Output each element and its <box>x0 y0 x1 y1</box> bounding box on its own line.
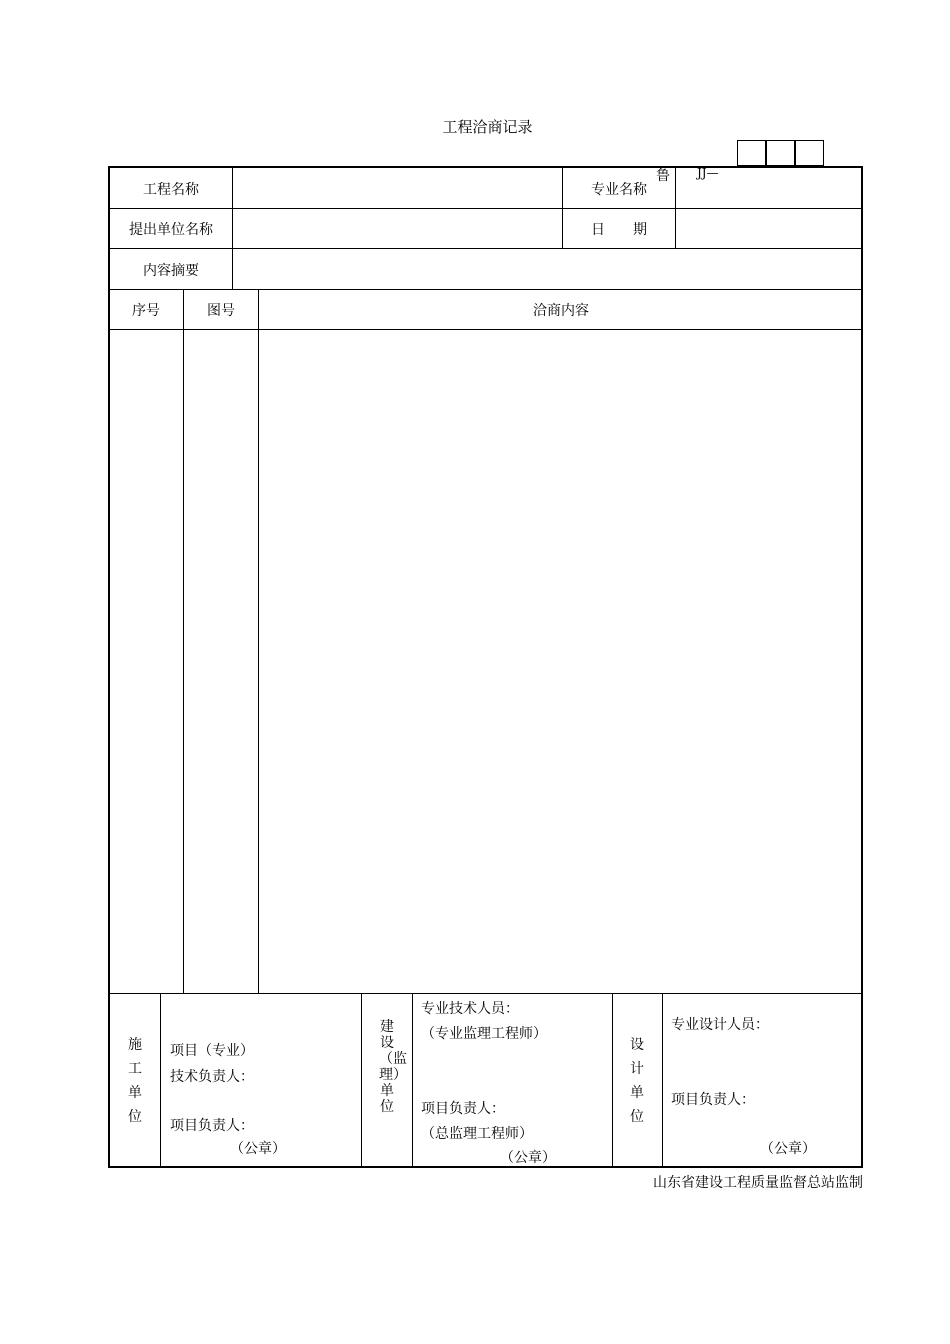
row-divider <box>110 993 861 994</box>
issuer-footer: 山东省建设工程质量监督总站监制 <box>653 1175 863 1191</box>
record-number-box-1[interactable] <box>737 140 766 166</box>
drawing-no-column-area[interactable] <box>184 330 258 993</box>
content-header: 洽商内容 <box>533 303 589 319</box>
submitter-field[interactable] <box>233 209 562 248</box>
supervision-manager-note: （总监理工程师） <box>421 1126 533 1142</box>
supervision-tech-staff-note: （专业监理工程师） <box>421 1026 547 1042</box>
supervision-seal-label: （公章） <box>500 1150 556 1166</box>
column-divider <box>662 993 663 1166</box>
drawing-no-header: 图号 <box>207 303 235 319</box>
submitter-label: 提出单位名称 <box>129 222 213 238</box>
project-name-field[interactable] <box>233 168 562 208</box>
row-divider <box>110 289 861 290</box>
column-divider <box>160 993 161 1166</box>
construction-seal-label: （公章） <box>230 1141 286 1157</box>
column-divider <box>612 993 613 1166</box>
specialty-label: 专业名称 <box>591 182 647 198</box>
column-divider <box>562 168 563 248</box>
page-title: 工程洽商记录 <box>442 118 533 136</box>
negotiation-form-table <box>108 166 863 1168</box>
construction-tech-lead-label: 项目（专业） 技术负责人： <box>170 1043 254 1085</box>
supervision-manager-label: 项目负责人： <box>421 1101 505 1117</box>
design-unit-label: 设计单位 <box>630 1037 644 1125</box>
record-code-value: JJ— <box>697 166 719 180</box>
construction-unit-label: 施工单位 <box>128 1037 142 1125</box>
record-code-prefix: 鲁 <box>656 168 670 184</box>
supervision-tech-staff-label: 专业技术人员： <box>421 1001 519 1017</box>
date-field[interactable] <box>676 209 861 248</box>
supervision-unit-label: 建设（监理）单位 <box>379 1019 407 1115</box>
design-manager-label: 项目负责人： <box>671 1092 755 1108</box>
date-label: 日 期 <box>591 222 647 238</box>
column-divider <box>412 993 413 1166</box>
record-number-box-2[interactable] <box>766 140 795 166</box>
record-number-box-3[interactable] <box>795 140 824 166</box>
column-divider <box>361 993 362 1166</box>
summary-label: 内容摘要 <box>143 263 199 279</box>
design-seal-label: （公章） <box>760 1141 816 1157</box>
project-name-label: 工程名称 <box>143 182 199 198</box>
seq-column-area[interactable] <box>110 330 183 993</box>
content-column-area[interactable] <box>259 330 861 993</box>
construction-manager-label: 项目负责人： <box>170 1118 254 1134</box>
specialty-field[interactable] <box>676 168 861 208</box>
summary-field[interactable] <box>233 249 861 289</box>
seq-header: 序号 <box>132 303 160 319</box>
design-designer-label: 专业设计人员： <box>671 1017 769 1033</box>
